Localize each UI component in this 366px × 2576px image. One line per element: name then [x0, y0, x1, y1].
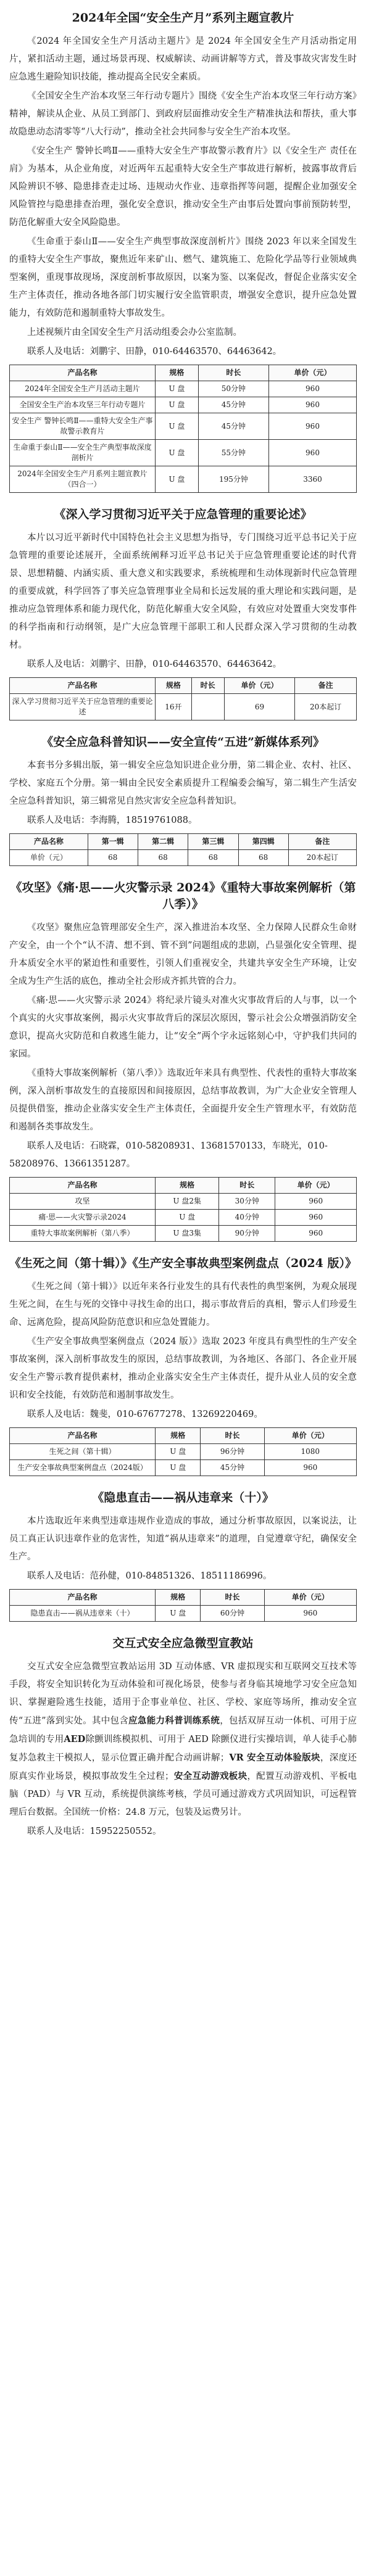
table-cell: U 盘 [156, 381, 199, 397]
table-header: 时长 [201, 1428, 264, 1444]
paragraph: 本套书分多辑出版，第一辑安全应急知识进企业分册，第二辑企业、农村、社区、学校、家庭五个分册。第一辑由全民安全素质提升工程编委会编写，第二辑生产生活安全应急科普知识，第三辑常见自然灾害安全应急科普知识。 [9, 761, 357, 806]
table-row [10, 397, 357, 413]
section-safety-month-films [9, 10, 357, 493]
section-title: 《攻坚》《痛·思——火灾警示录 2024》《重特大事故案例解析（第八季）》 [10, 881, 356, 911]
product-table [9, 1427, 357, 1476]
paragraph: 《生死之间（第十辑）》以近年来各行业发生的具有代表性的典型案例，为观众展现生死之间，在生与死的交锋中寻找生命的出口，揭示事故背后的真相，警示人们珍爱生命、远离危险，提高风险防范意识和应急处置能力。 [9, 1282, 357, 1327]
table-cell: 40分钟 [219, 1210, 275, 1226]
table-header: 规格 [156, 1428, 201, 1444]
table-cell: 195分钟 [198, 466, 268, 493]
table-header-row [10, 1428, 357, 1444]
table-row [10, 694, 357, 720]
table-cell: 20本起订 [288, 850, 356, 866]
text-run-bold: VR 安全互动体验版块 [229, 1752, 320, 1763]
table-header-row [10, 1590, 357, 1606]
text-run-bold: 应急能力科普训练系统 [128, 1715, 220, 1726]
table-header: 产品名称 [10, 1178, 156, 1194]
table-cell: 55分钟 [198, 440, 268, 466]
table-cell: U 盘 [156, 1444, 201, 1460]
table-header: 备注 [295, 678, 357, 694]
table-row [10, 1210, 357, 1226]
paragraph-mixed [9, 1658, 357, 1822]
table-header: 第三辑 [188, 834, 238, 850]
table-cell: U 盘 [156, 440, 199, 466]
product-table [9, 365, 357, 493]
table-cell: U 盘 [156, 397, 199, 413]
table-cell: 68 [88, 850, 138, 866]
product-table [9, 1589, 357, 1622]
table-cell: 生产安全事故典型案例盘点（2024版） [10, 1460, 156, 1476]
section-hazard-direct [9, 1490, 357, 1622]
table-cell [191, 694, 224, 720]
paragraph: 《攻坚》聚焦应急管理部安全生产，深入推进治本攻坚、全力保障人民群众生命财产安全，由一个个“认不清、想不到、管不到”问题组成的悲剧，凸显强化安全管理、提升本质安全水平的紧迫性和重要性，引领人们重视安全，共建共享安全生产环境，让安全成为生产生活的底色，推动全社会形成齐抓共管的合力。 [9, 923, 357, 986]
contact-info: 联系人及电话：魏斐，010-67677278、13269220469。 [27, 1410, 263, 1419]
table-header: 产品名称 [10, 365, 156, 381]
table-cell: 960 [264, 1460, 356, 1476]
table-cell: U 盘 [156, 466, 199, 493]
table-header: 时长 [191, 678, 224, 694]
contact-info: 联系人及电话：石晓霖，010-58208931、13681570133，车晓光，010-58208976、13661351287。 [9, 1141, 328, 1169]
paragraph: 《生命重于泰山Ⅱ——安全生产典型事故深度剖析片》围绕 2023 年以来全国发生的重特大安全生产事故，聚焦近年来矿山、燃气、建筑施工、危险化学品等行业领域典型案例，重现事故现场，深度剖析事故原因，以案为鉴、以案促改，督促企业落实安全生产主体责任，推动各地各部门切实履行安全监管职责，增强安全意识，提升应急处置能力，有效防范和遏制重特大事故发生。 [9, 237, 357, 318]
table-row [10, 413, 357, 440]
table-header: 单价（元） [224, 678, 295, 694]
table-cell: 960 [269, 381, 357, 397]
table-cell: U 盘 [156, 413, 199, 440]
table-header: 时长 [201, 1590, 264, 1606]
table-cell: 96分钟 [201, 1444, 264, 1460]
section-title: 《安全应急科普知识——安全宣传“五进”新媒体系列》 [41, 735, 325, 749]
table-header: 第四辑 [238, 834, 288, 850]
page [9, 0, 357, 1841]
table-header: 产品名称 [10, 1428, 156, 1444]
section-five-into-series [9, 734, 357, 866]
table-row [10, 1226, 357, 1242]
table-cell: 960 [269, 397, 357, 413]
text-run-bold: 安全互动游戏板块 [173, 1771, 247, 1781]
table-header: 规格 [156, 1178, 219, 1194]
table-header: 规格 [156, 365, 199, 381]
section-title: 《生死之间（第十辑）》《生产安全事故典型案例盘点（2024 版）》 [9, 1257, 357, 1270]
table-header: 规格 [156, 678, 192, 694]
table-row [10, 1444, 357, 1460]
table-cell: 20本起订 [295, 694, 357, 720]
table-cell: U 盘 [156, 1210, 219, 1226]
paragraph: 《安全生产 警钟长鸣Ⅱ——重特大安全生产事故警示教育片》以《安全生产 责任在肩》为基本，从企业角度，对近两年五起重特大安全生产事故进行解析，披露事故背后风险辨识不够、隐患排查走过场、违规动火作业、违章指挥等问题，提醒企业加强安全风险管控与隐患排查治理，强化安全意识，推动安全生产由事后处置向事前预防转型，防范化解重大安全风险隐患。 [9, 146, 357, 228]
text-run: 交互式安全应急微型宣教站运用 3D 互动体感、VR 虚拟现实和互联网交互技术等手段，将安全知识转化为互动体验和可视化场景，使参与者身临其境地学习安全应急知识、掌握避险逃生技能，适用于企事业单位、社区、学校、家庭等场所，推动安全宣传“五进”落到实处。其中包含 [9, 1662, 357, 1726]
table-cell: 2024年全国安全生产月活动主题片 [10, 381, 156, 397]
table-row [10, 1606, 357, 1622]
table-cell: 安全生产 警钟长鸣Ⅱ——重特大安全生产事故警示教育片 [10, 413, 156, 440]
table-cell: U 盘3集 [156, 1226, 219, 1242]
table-cell: 45分钟 [198, 397, 268, 413]
table-cell: 45分钟 [198, 413, 268, 440]
contact-info: 联系人及电话：刘鹏宇、田静，010-64463570、64463642。 [27, 347, 282, 357]
product-table [9, 677, 357, 720]
table-cell: 68 [188, 850, 238, 866]
table-cell: 单价（元） [10, 850, 88, 866]
table-cell: 960 [269, 440, 357, 466]
paragraph: 本片以习近平新时代中国特色社会主义思想为指导，专门围绕习近平总书记关于应急管理的重要论述展开，全面系统阐释习近平总书记关于应急管理重要论述的时代背景、思想精髓、内涵实质、重大意义和实践要求，系统梳理和生动体现新时代应急管理的重要成就，科学回答了事关应急管理事业全局和长远发展的重大理论和实践问题，是推动应急管理体系和能力现代化，防范化解重大安全风险，有效应对处置重大突发事件的科学指南和行动纲领，是广大应急管理干部职工和人民群众深入学习贯彻的生动教材。 [9, 533, 357, 650]
table-cell: 2024年全国安全生产月系列主题宣教片（四合一） [10, 466, 156, 493]
section-micro-station [9, 1635, 357, 1841]
table-cell: 攻坚 [10, 1194, 156, 1210]
paragraph: 《全国安全生产治本攻坚三年行动专题片》围绕《安全生产治本攻坚三年行动方案》精神，解读从企业、从员工到部门、到政府层面推动安全生产精准执法和帮扶，重大事故隐患动态清零等“八大行动”，推动全社会共同参与安全生产治本攻坚。 [9, 91, 357, 137]
table-row [10, 850, 357, 866]
table-row [10, 466, 357, 493]
contact-info: 联系人及电话：李海腾，18519761088。 [27, 815, 198, 825]
table-cell: 50分钟 [198, 381, 268, 397]
section-xi-emergency-book [9, 506, 357, 720]
table-cell: 90分钟 [219, 1226, 275, 1242]
table-header: 单价（元） [264, 1428, 356, 1444]
table-header-row [10, 365, 357, 381]
text-run-bold: AED [64, 1734, 86, 1744]
table-cell: 深入学习贯彻习近平关于应急管理的重要论述 [10, 694, 156, 720]
table-row [10, 1194, 357, 1210]
table-row [10, 1460, 357, 1476]
section-gongjian-fire-cases [9, 880, 357, 1242]
paragraph: 本片选取近年来典型违章违规作业造成的事故，通过分析事故原因，以案说法，让员工真正认识违章作业的危害性，知道“祸从违章来”的道理，自觉遵章守纪，确保安全生产。 [9, 1516, 357, 1562]
table-cell: 30分钟 [219, 1194, 275, 1210]
table-row [10, 440, 357, 466]
table-header: 产品名称 [10, 834, 88, 850]
section-title: 《深入学习贯彻习近平关于应急管理的重要论述》 [54, 508, 312, 521]
table-header-row [10, 678, 357, 694]
table-header: 产品名称 [10, 678, 156, 694]
paragraph: 《生产安全事故典型案例盘点（2024 版）》选取 2023 年度具有典型性的生产安全事故案例，深入剖析事故发生的原因，总结事故教训，为各地区、各部门、各企业开展安全生产警示教育提供素材，推动企业落实安全生产主体责任，提升从业人员的安全意识和安全技能，有效防范和遏制事故发生。 [9, 1337, 357, 1400]
table-header: 备注 [288, 834, 356, 850]
table-cell: 痛·思——火灾警示录2024 [10, 1210, 156, 1226]
table-cell: 隐患直击——祸从违章来（十） [10, 1606, 156, 1622]
product-table [9, 833, 357, 866]
section-title: 交互式安全应急微型宣教站 [112, 1637, 254, 1650]
contact-info: 联系人及电话：15952250552。 [27, 1827, 162, 1836]
text-run: ，配置互动游戏机、平板电脑（PAD）与 VR 互动，系统提供演练考核，学员可通过游戏方式巩固知识，可远程管理后台数据。全国统一价格：24.8 万元，包装及运费另计。 [9, 1772, 357, 1817]
table-cell: U 盘 [156, 1460, 201, 1476]
table-cell: 960 [275, 1210, 357, 1226]
table-cell: 960 [264, 1606, 356, 1622]
paragraph: 上述视频片由全国安全生产月活动组委会办公室监制。 [27, 328, 242, 337]
table-header: 产品名称 [10, 1590, 156, 1606]
table-cell: 16开 [156, 694, 192, 720]
table-header: 时长 [198, 365, 268, 381]
table-header: 单价（元） [264, 1590, 356, 1606]
table-cell: 960 [275, 1194, 357, 1210]
section-title: 2024年全国“安全生产月”系列主题宣教片 [72, 11, 294, 25]
text-run: ，深度还原真实作业场景，模拟事故发生全过程； [9, 1753, 357, 1781]
table-header: 第二辑 [138, 834, 188, 850]
table-row [10, 381, 357, 397]
table-cell: 960 [275, 1226, 357, 1242]
contact-info: 联系人及电话：刘鹏宇、田静，010-64463570、64463642。 [27, 659, 282, 669]
table-header: 单价（元） [269, 365, 357, 381]
table-cell: 重特大事故案例解析（第八季） [10, 1226, 156, 1242]
table-cell: 60分钟 [201, 1606, 264, 1622]
table-header: 单价（元） [275, 1178, 357, 1194]
table-cell: 69 [224, 694, 295, 720]
table-cell: U 盘 [156, 1606, 201, 1622]
table-cell: 全国安全生产治本攻坚三年行动专题片 [10, 397, 156, 413]
product-table [9, 1177, 357, 1242]
section-title: 《隐患直击——祸从违章来（十）》 [92, 1491, 274, 1505]
table-cell: U 盘2集 [156, 1194, 219, 1210]
table-header-row [10, 834, 357, 850]
table-cell: 960 [269, 413, 357, 440]
table-header: 第一辑 [88, 834, 138, 850]
paragraph: 《痛·思——火灾警示录 2024》将纪录片镜头对准火灾事故背后的人与事，以一个个真实的火灾事故案例，揭示火灾事故背后的深层次原因，警示社会公众增强消防安全意识，提高火灾防范和自救逃生能力，让“安全”两个字永远铭刻心中，守护我们共同的家园。 [9, 996, 357, 1059]
section-life-and-death [9, 1255, 357, 1476]
paragraph: 《重特大事故案例解析（第八季）》选取近年来具有典型性、代表性的重特大事故案例，深入剖析事故发生的直接原因和间接原因，总结事故教训，为广大企业安全管理人员提供借鉴，推动企业落实安全生产主体责任，全面提升安全生产管理水平，有效防范和遏制各类事故发生。 [9, 1068, 357, 1132]
table-cell: 68 [138, 850, 188, 866]
text-run: ，包括双屏互动一体机、可用于应急培训的专用 [9, 1716, 357, 1744]
table-cell: 生死之间（第十辑） [10, 1444, 156, 1460]
paragraph: 《2024 年全国安全生产月活动主题片》是 2024 年全国安全生产月活动指定用片，紧扣活动主题，通过场景再现、权威解读、动画讲解等方式，普及事故灾害发生时应急逃生避险知识技能，推动提高全民安全素质。 [9, 36, 357, 82]
table-cell: 3360 [269, 466, 357, 493]
table-cell: 68 [238, 850, 288, 866]
table-header-row [10, 1178, 357, 1194]
table-cell: 1080 [264, 1444, 356, 1460]
table-header: 规格 [156, 1590, 201, 1606]
text-run: 除颤训练模拟机、可用于 AED 除颤仪进行实操培训，单人徒手心肺复苏急救主干模拟人，显示位置正确并配合动画讲解； [9, 1735, 357, 1763]
contact-info: 联系人及电话：范孙健，010-84851326、18511186996。 [27, 1571, 272, 1581]
table-header: 时长 [219, 1178, 275, 1194]
table-cell: 45分钟 [201, 1460, 264, 1476]
table-cell: 生命重于泰山Ⅱ——安全生产典型事故深度剖析片 [10, 440, 156, 466]
